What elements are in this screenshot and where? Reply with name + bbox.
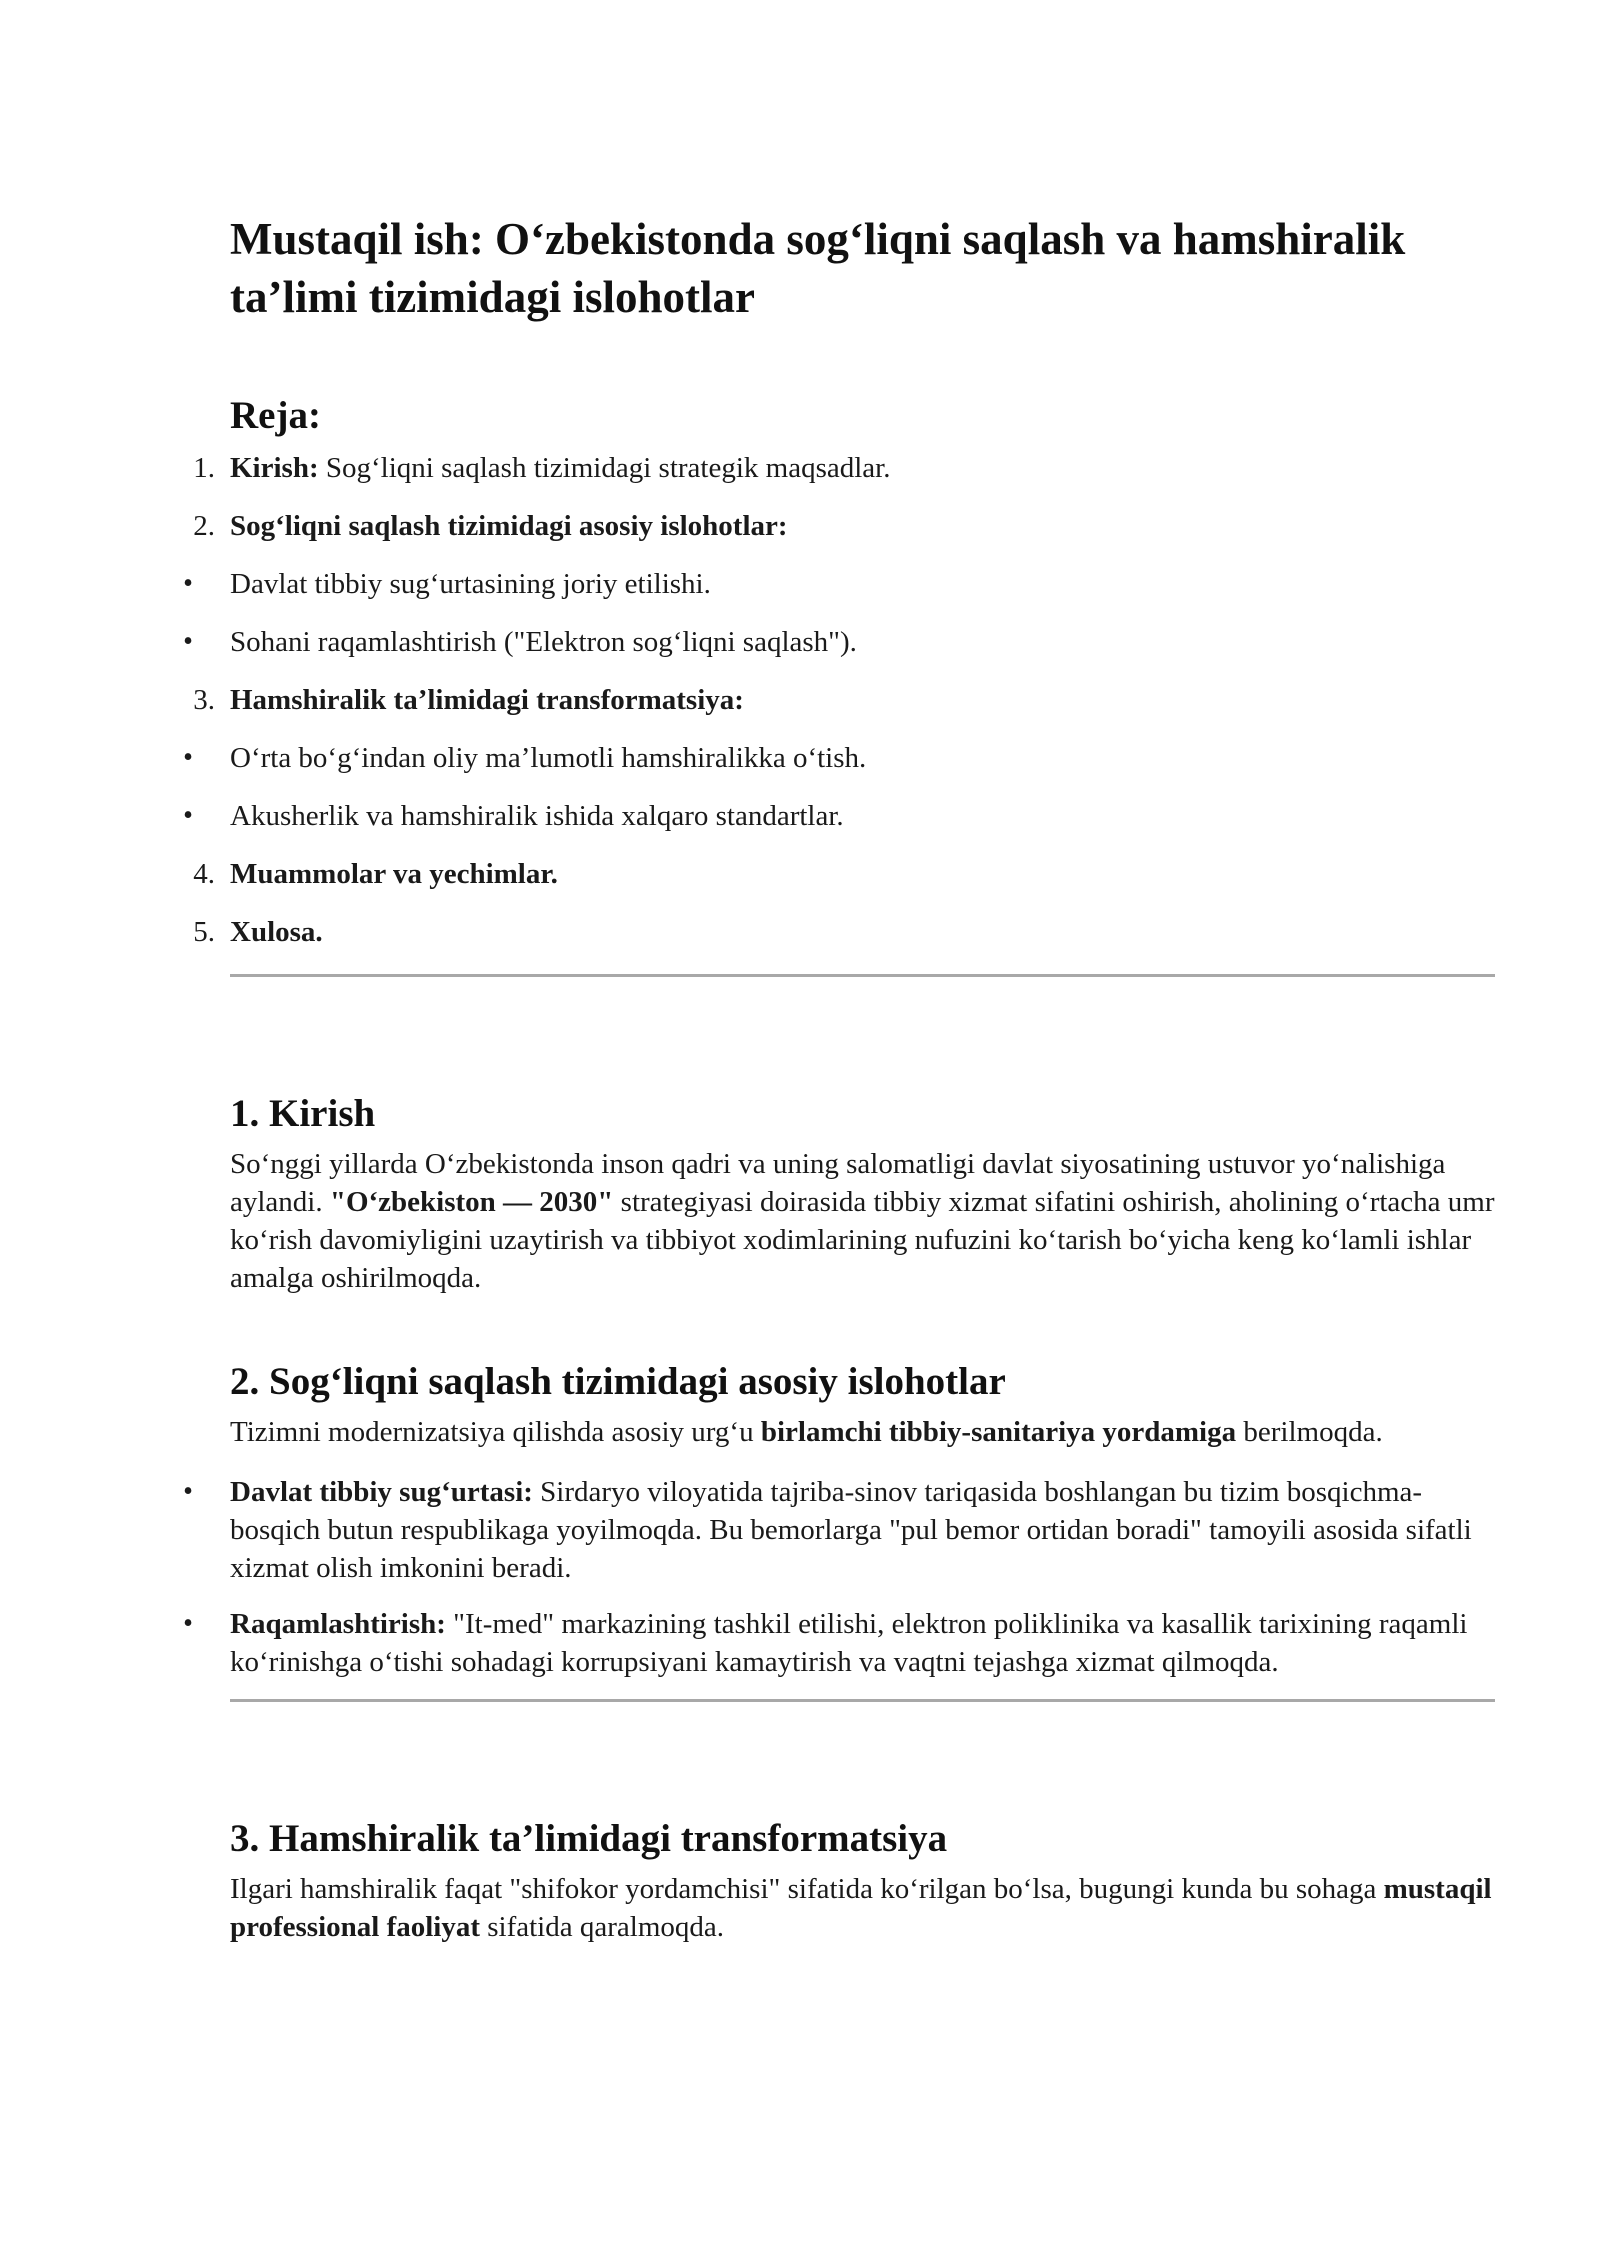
section-heading: 2. Sog‘liqni saqlash tizimidagi asosiy islohotlar [230, 1360, 1006, 1403]
plan-heading: Reja: [230, 394, 321, 437]
section-paragraph [230, 1870, 1495, 1946]
document-title: Mustaqil ish: O‘zbekistonda sog‘liqni saqlash va hamshiralik ta’limi tizimidagi islohotlar [230, 214, 1406, 322]
paragraph-text: Ilgari hamshiralik faqat "shifokor yordamchisi" sifatida ko‘rilgan bo‘lsa, bugungi kunda bu sohaga [230, 1873, 1384, 1905]
paragraph-text: strategiyasi doirasida tibbiy xizmat sifatini oshirish, aholining o‘rtacha umr ko‘rish davomiyligini uzaytirish va tibbiyot xodimlarining nufuzini ko‘tarish bo‘yicha keng ko‘lamli ishlar amalga oshirilmoqda. [230, 1186, 1495, 1294]
plan-item [183, 564, 1495, 604]
bullet-icon: • [183, 800, 193, 831]
plan-item-text: Sohani raqamlashtirish ("Elektron sog‘liqni saqlash"). [230, 626, 857, 658]
list-number: 3. [193, 684, 215, 716]
plan-item-bold: Hamshiralik ta’limidagi transformatsiya: [230, 684, 744, 716]
plan-item [193, 854, 1495, 894]
document-content [183, 210, 1495, 1946]
section-paragraph [230, 1145, 1495, 1297]
section-islohotlar [183, 1357, 1495, 1702]
plan-item [193, 506, 1495, 546]
section-bullet-list [183, 1473, 1495, 1681]
paragraph-text: Tizimni modernizatsiya qilishda asosiy urg‘u [230, 1416, 761, 1448]
plan-list [183, 448, 1495, 952]
plan-item-bold: Xulosa. [230, 916, 323, 948]
paragraph-text: sifatida qaralmoqda. [480, 1911, 724, 1943]
plan-item [183, 738, 1495, 778]
section-transformatsiya [230, 1814, 1495, 1946]
list-number: 4. [193, 858, 215, 890]
plan-item-text: Davlat tibbiy sug‘urtasining joriy etilishi. [230, 568, 711, 600]
plan-item [183, 622, 1495, 662]
plan-item-bold: Muammolar va yechimlar. [230, 858, 558, 890]
list-item-text: "It-med" markazining tashkil etilishi, elektron poliklinika va kasallik tarixining raqamli ko‘rinishga o‘tishi sohadagi korrupsiyani kamaytirish va vaqtni tejashga xizmat qilmoqda. [230, 1608, 1468, 1678]
section-paragraph [230, 1413, 1495, 1451]
section-heading: 1. Kirish [230, 1092, 376, 1135]
section-divider [230, 1699, 1495, 1702]
list-item-bold: Raqamlashtirish: [230, 1608, 446, 1640]
bullet-icon: • [183, 626, 193, 657]
section-divider [230, 974, 1495, 977]
paragraph-text: berilmoqda. [1236, 1416, 1383, 1448]
plan-item [193, 680, 1495, 720]
section-kirish [230, 1089, 1495, 1297]
list-item [183, 1605, 1495, 1681]
bullet-icon: • [183, 1608, 193, 1639]
plan-item [193, 448, 1495, 488]
list-item-bold: Davlat tibbiy sug‘urtasi: [230, 1476, 533, 1508]
plan-item [193, 912, 1495, 952]
paragraph-text: So‘nggi yillarda O‘zbekistonda inson qadri va uning salomatligi davlat siyosatining ustuvor yo‘nalishiga aylandi. [230, 1148, 1446, 1218]
plan-item-text: Akusherlik va hamshiralik ishida xalqaro standartlar. [230, 800, 844, 832]
list-number: 2. [193, 510, 215, 542]
paragraph-bold: "O‘zbekiston — 2030" [329, 1186, 614, 1218]
plan-item-bold: Sog‘liqni saqlash tizimidagi asosiy islohotlar: [230, 510, 788, 542]
plan-item-text: Sog‘liqni saqlash tizimidagi strategik maqsadlar. [318, 452, 891, 484]
bullet-icon: • [183, 568, 193, 599]
paragraph-bold: mustaqil professional faoliyat [230, 1873, 1492, 1943]
bullet-icon: • [183, 742, 193, 773]
plan-item-bold: Kirish: [230, 452, 319, 484]
list-item [183, 1473, 1495, 1587]
section-heading: 3. Hamshiralik ta’limidagi transformatsiya [230, 1817, 948, 1860]
list-number: 5. [193, 916, 215, 948]
list-number: 1. [193, 452, 215, 484]
plan-item-text: O‘rta bo‘g‘indan oliy ma’lumotli hamshiralikka o‘tish. [230, 742, 867, 774]
list-item-text: Sirdaryo viloyatida tajriba-sinov tariqasida boshlangan bu tizim bosqichma-bosqich butun respublikaga yoyilmoqda. Bu bemorlarga "pul bemor ortidan boradi" tamoyili asosida sifatli xizmat olish imkonini beradi. [230, 1476, 1472, 1584]
plan-item [183, 796, 1495, 836]
paragraph-bold: birlamchi tibbiy-sanitariya yordamiga [760, 1416, 1237, 1448]
bullet-icon: • [183, 1476, 193, 1507]
